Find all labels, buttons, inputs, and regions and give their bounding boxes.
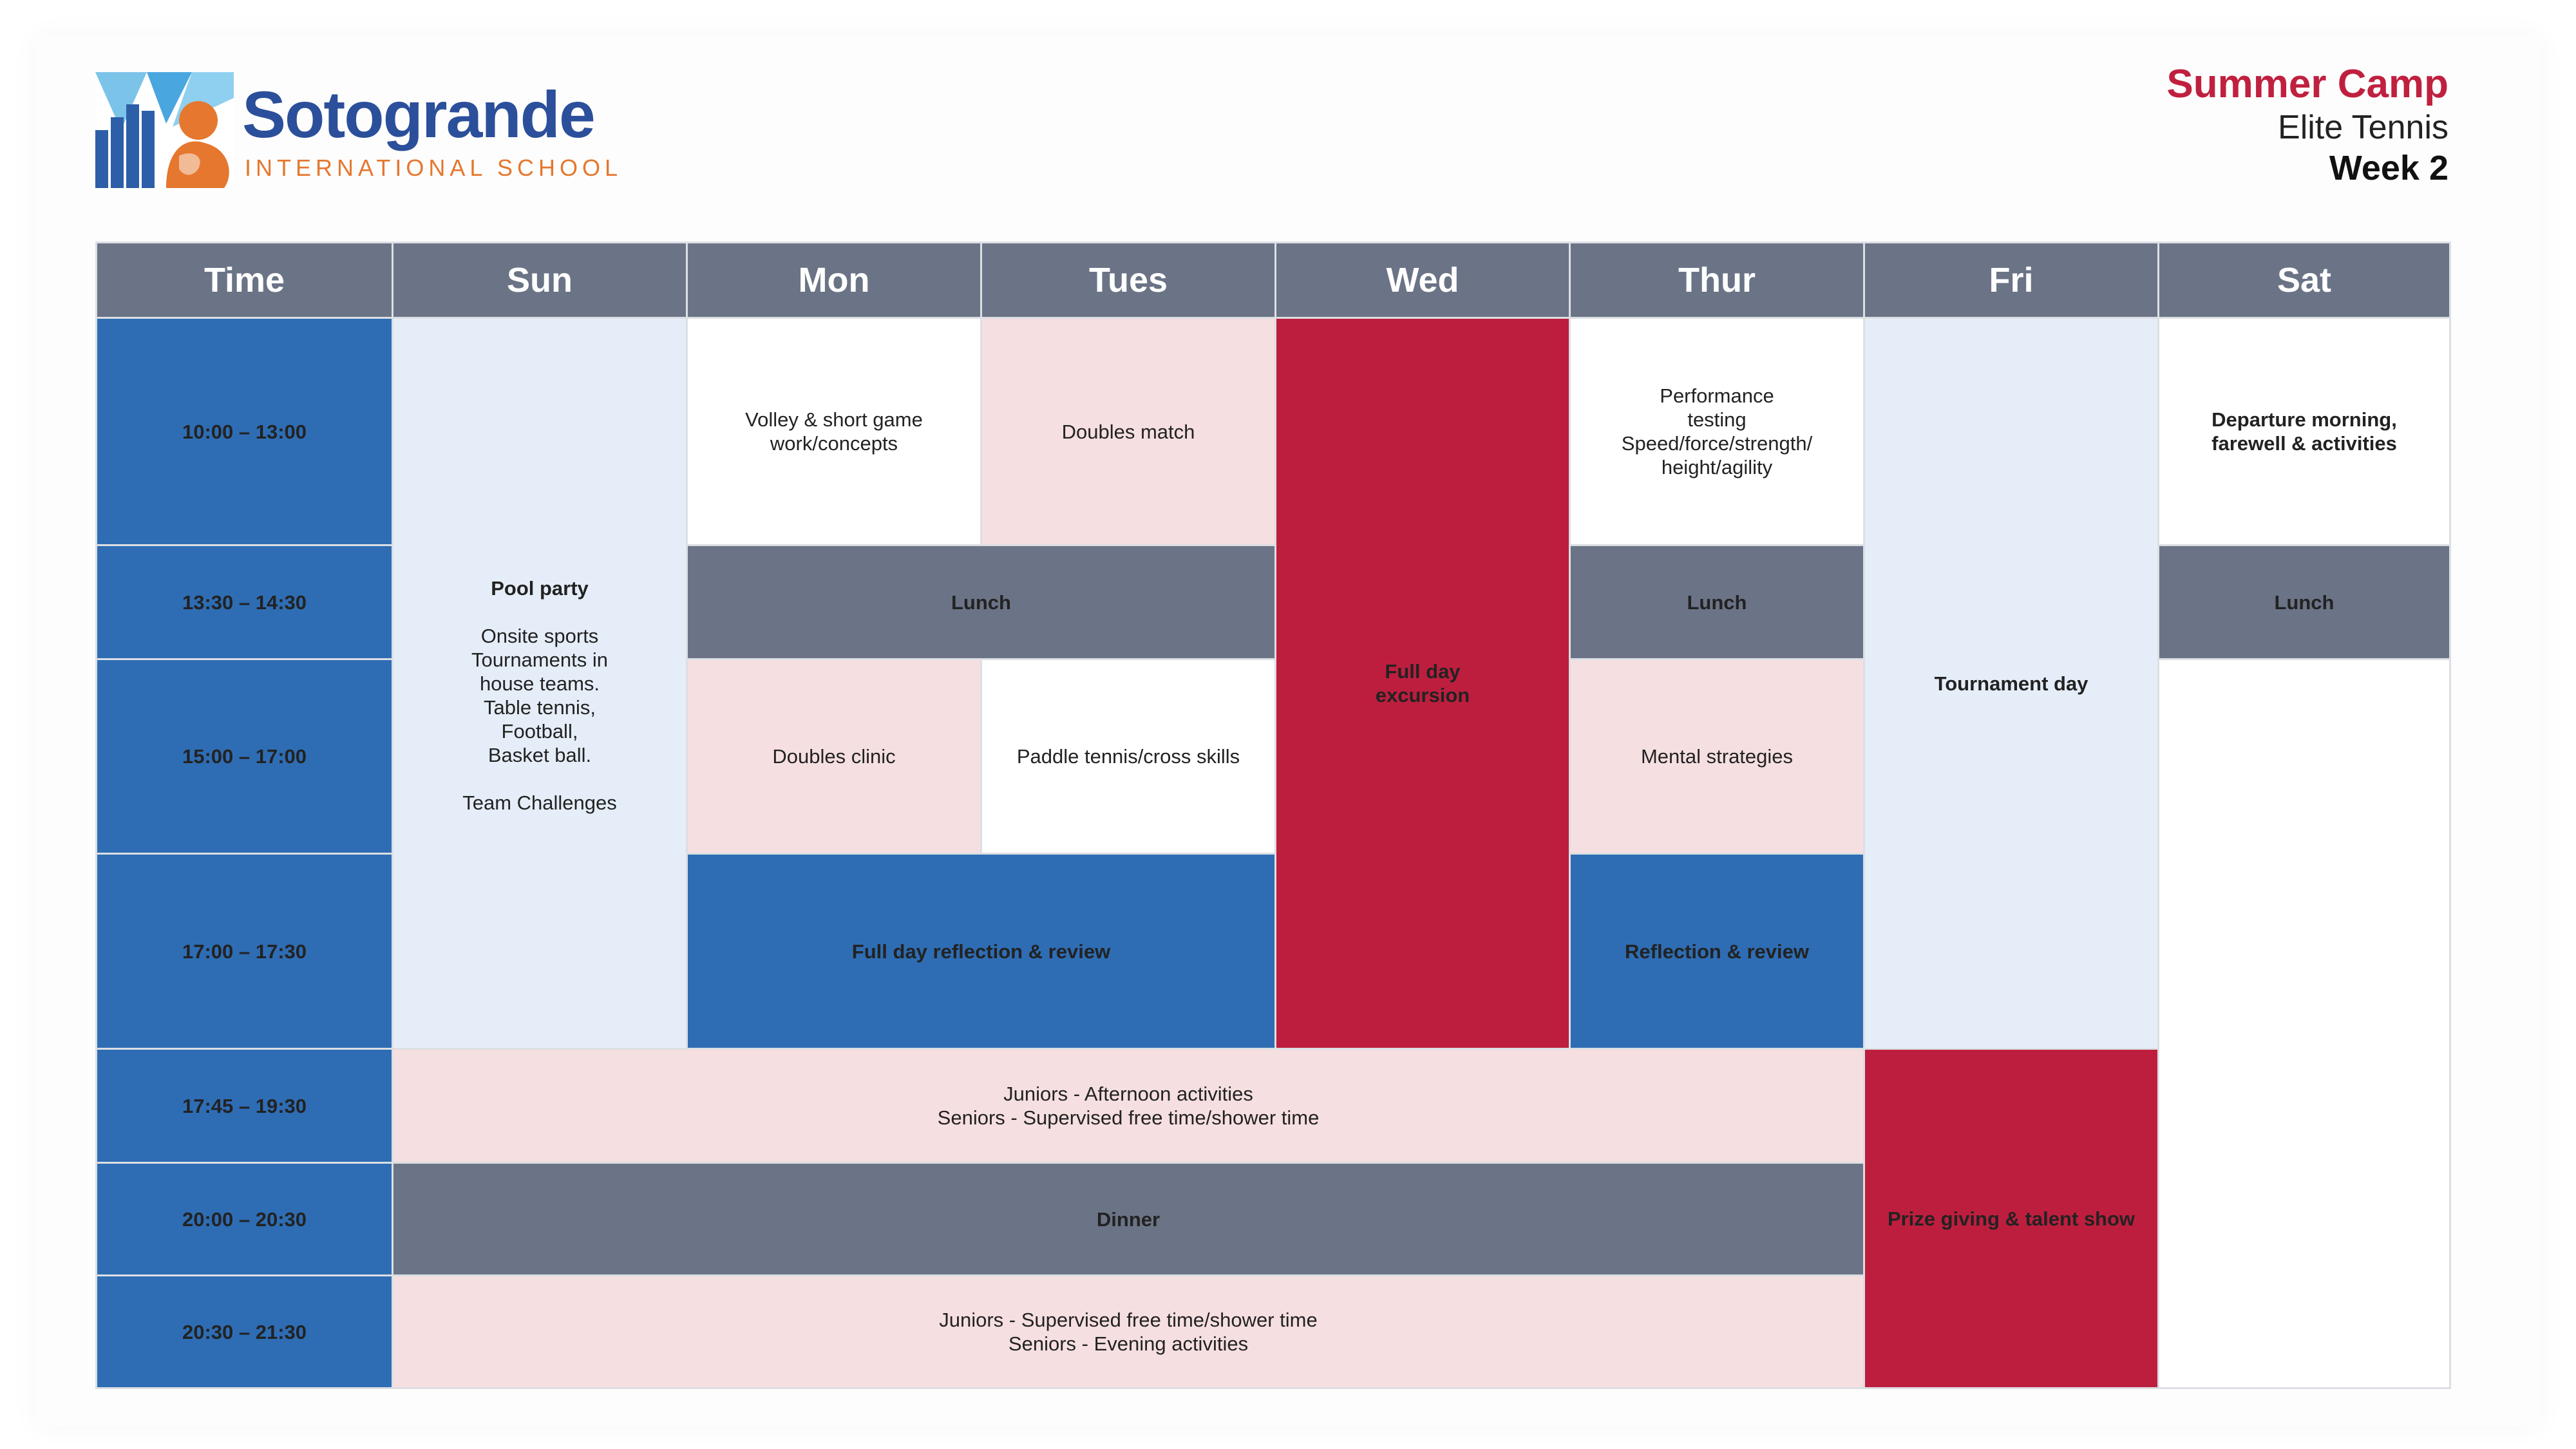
mon-morning-cell: Volley & short game work/concepts (687, 318, 981, 545)
time-slot: 10:00 – 13:00 (97, 318, 393, 545)
camp-program: Elite Tennis (2278, 109, 2448, 146)
evening-activities-cell: Juniors - Afternoon activities Seniors - Supervised free time/shower time (393, 1049, 1864, 1163)
fri-tournament-cell: Tournament day (1864, 318, 2159, 1049)
column-header-fri: Fri (1864, 243, 2159, 318)
wed-excursion-cell: Full day excursion (1276, 318, 1570, 1049)
time-slot: 20:00 – 20:30 (97, 1163, 393, 1276)
column-header-sun: Sun (393, 243, 687, 318)
header-row (97, 243, 2450, 318)
schedule-table (95, 242, 2451, 1389)
sun-pool-party-cell (393, 318, 687, 1049)
late-evening-cell: Juniors - Supervised free time/shower time Seniors - Evening activities (393, 1276, 1864, 1388)
column-header-time: Time (97, 243, 393, 318)
column-header-thur: Thur (1570, 243, 1864, 318)
time-slot: 17:00 – 17:30 (97, 854, 393, 1049)
thur-afternoon-cell: Mental strategies (1570, 659, 1864, 854)
mon-tues-reflection-cell: Full day reflection & review (687, 854, 1276, 1049)
dinner-cell: Dinner (393, 1163, 1864, 1276)
camp-week: Week 2 (2329, 149, 2448, 187)
mon-tues-lunch-cell: Lunch (687, 545, 1276, 659)
camp-title-block (2166, 61, 2448, 189)
thur-reflection-cell: Reflection & review (1570, 854, 1864, 1049)
tues-morning-cell: Doubles match (981, 318, 1276, 545)
school-logo (95, 72, 623, 194)
column-header-tues: Tues (981, 243, 1276, 318)
table-row (97, 318, 2450, 545)
logo-name: Sotogrande (242, 78, 594, 151)
tues-afternoon-cell: Paddle tennis/cross skills (981, 659, 1276, 854)
column-header-mon: Mon (687, 243, 981, 318)
time-slot: 13:30 – 14:30 (97, 545, 393, 659)
time-slot: 17:45 – 19:30 (97, 1049, 393, 1163)
pool-party-title: Pool party (491, 576, 589, 600)
sat-empty-cell (2159, 659, 2450, 1388)
logo-subtitle: INTERNATIONAL SCHOOL (245, 155, 623, 181)
mon-afternoon-cell: Doubles clinic (687, 659, 981, 854)
sat-morning-cell: Departure morning, farewell & activities (2159, 318, 2450, 545)
time-slot: 15:00 – 17:00 (97, 659, 393, 854)
table-row (97, 1049, 2450, 1163)
thur-morning-cell: Performance testing Speed/force/strength/ height/agility (1570, 318, 1864, 545)
camp-title: Summer Camp (2166, 62, 2448, 106)
thur-lunch-cell: Lunch (1570, 545, 1864, 659)
sat-lunch-cell: Lunch (2159, 545, 2450, 659)
fri-prize-giving-cell: Prize giving & talent show (1864, 1049, 2159, 1388)
school-logo-icon (95, 72, 234, 188)
pool-party-details: Onsite sports Tournaments in house teams. Table tennis, Football, Basket ball. Team Challenges (462, 624, 617, 814)
column-header-sat: Sat (2159, 243, 2450, 318)
column-header-wed: Wed (1276, 243, 1570, 318)
time-slot: 20:30 – 21:30 (97, 1276, 393, 1388)
